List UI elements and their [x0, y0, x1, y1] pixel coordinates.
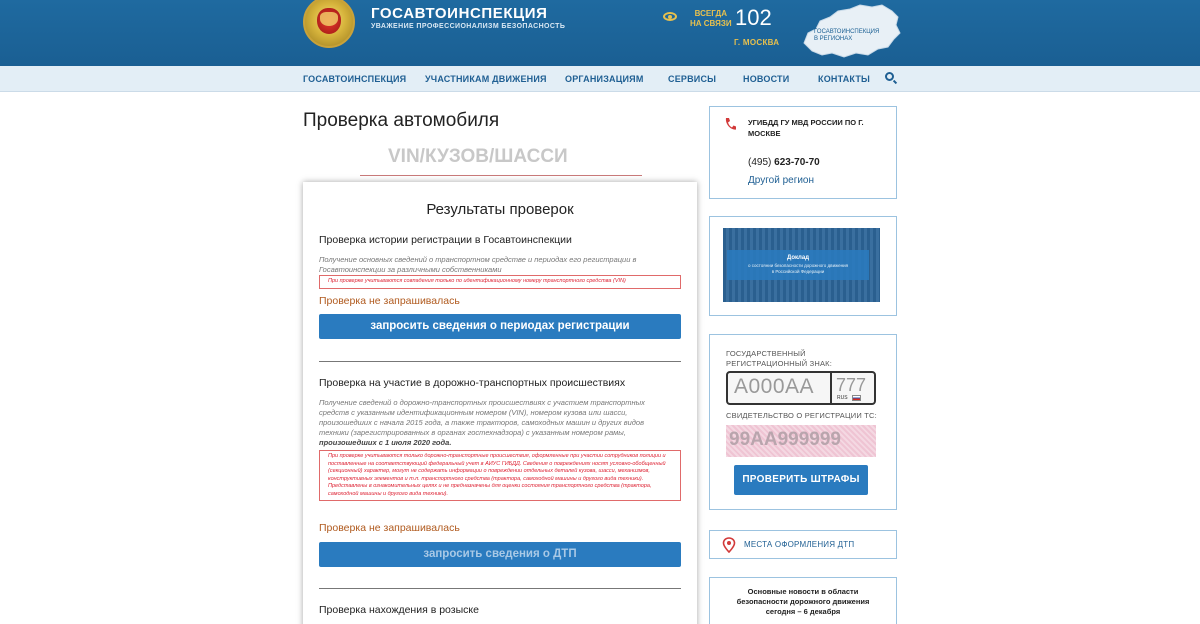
- city-label[interactable]: Г. МОСКВА: [734, 38, 780, 47]
- brand-subtitle: УВАЖЕНИЕ ПРОФЕССИОНАЛИЗМ БЕЗОПАСНОСТЬ: [371, 23, 566, 30]
- request-accident-info-button[interactable]: запросить сведения о ДТП: [319, 542, 681, 567]
- map-pin-icon: [722, 537, 736, 553]
- other-region-link[interactable]: Другой регион: [748, 175, 815, 186]
- nav-item-traffic-participants[interactable]: УЧАСТНИКАМ ДВИЖЕНИЯ: [425, 74, 547, 84]
- section-divider: [319, 361, 681, 362]
- wanted-check-title: Проверка нахождения в розыске: [319, 604, 479, 616]
- regions-map-label[interactable]: ГОСАВТОИНСПЕКЦИЯ В РЕГИОНАХ: [814, 29, 880, 42]
- accident-check-title: Проверка на участие в дорожно-транспортных происшествиях: [319, 377, 626, 389]
- news-title[interactable]: Основные новости в области безопасности дорожного движения сегодня – 6 декабря: [736, 587, 870, 616]
- nav-item-gosavtoinspekciya[interactable]: ГОСАВТОИНСПЕКЦИЯ: [303, 74, 407, 84]
- plate-label: ГОСУДАРСТВЕННЫЙ РЕГИСТРАЦИОННЫЙ ЗНАК:: [726, 349, 833, 368]
- contact-phone[interactable]: (495) 623-70-70: [748, 157, 820, 168]
- russia-flag-icon: [852, 395, 861, 401]
- report-banner-title: Доклад: [786, 255, 810, 261]
- registration-history-description: Получение основных сведений о транспортном средстве и периодах его регистрации в Госавтоинспекции за различными собственниками: [319, 255, 637, 274]
- plate-region-field[interactable]: 777: [836, 375, 867, 395]
- gibdd-emblem-icon[interactable]: [303, 0, 355, 48]
- plate-input[interactable]: [726, 371, 876, 405]
- nav-item-news[interactable]: НОВОСТИ: [743, 74, 790, 84]
- plate-rus-label: RUS: [837, 395, 848, 401]
- brand-title[interactable]: ГОСАВТОИНСПЕКЦИЯ: [371, 5, 548, 22]
- accident-check-status: Проверка не запрашивалась: [319, 522, 460, 534]
- request-registration-periods-button[interactable]: запросить сведения о периодах регистрации: [319, 314, 681, 339]
- accident-places-box[interactable]: [709, 530, 897, 559]
- results-panel: [303, 182, 697, 624]
- always-on-line-label: ВСЕГДА НА СВЯЗИ: [690, 9, 732, 28]
- accident-check-warning: При проверке учитываются только дорожно-транспортные происшествия, оформленные при участии сотрудников полиции и поставленные на соответствующий федеральный учет в АИУС ГИБДД. Сведения о повреждениях носят условно-обобщенный (секционный) характер, могут не содержать информации о повреждении отдельных деталей кузова, шасси, механизмов, конструктивных элементов и т.п. транспортного средства (трактора, самоходной машины и другого вида техники). Представлены в ознакомительных целях и не предназначены для оценки состояния транспортного средства (трактора, самоходной машины и другого вида техники).: [319, 450, 681, 501]
- cert-input[interactable]: [726, 425, 876, 457]
- results-title: Результаты проверок: [426, 201, 574, 218]
- news-box: [709, 577, 897, 624]
- fines-check-box: [709, 334, 897, 510]
- check-fines-button[interactable]: ПРОВЕРИТЬ ШТРАФЫ: [734, 465, 868, 495]
- plate-number-field[interactable]: А000АА: [734, 375, 815, 398]
- report-banner-subtitle: о состоянии безопасности дорожного движения в Российской Федерации: [747, 263, 849, 274]
- phone-icon: [724, 117, 736, 131]
- eye-icon[interactable]: [663, 12, 677, 21]
- site-header: [0, 0, 1200, 66]
- nav-item-organizations[interactable]: ОРГАНИЗАЦИЯМ: [565, 74, 644, 84]
- hotline-number[interactable]: 102: [735, 5, 772, 30]
- report-banner[interactable]: [723, 228, 880, 302]
- nav-item-contacts[interactable]: КОНТАКТЫ: [818, 74, 871, 84]
- registration-history-status: Проверка не запрашивалась: [319, 295, 460, 307]
- accident-check-description: Получение сведений о дорожно-транспортных происшествиях с участием транспортных средств с указанным идентификационным номером (VIN), номером кузова или шасси, произошедших с начала 2015 года, а также тракторов, самоходных машин и других видов техники (зарегистрированных в органах гостехнадзора) с указанным номером рамы, произошедших с 1 июля 2020 года.: [319, 398, 645, 447]
- report-banner-box: [709, 216, 897, 316]
- accident-places-link[interactable]: МЕСТА ОФОРМЛЕНИЯ ДТП: [744, 540, 855, 549]
- search-icon[interactable]: [885, 72, 894, 81]
- registration-history-warning: При проверке учитываются совпадения только по идентификационному номеру транспортного средства (VIN): [319, 275, 681, 289]
- registration-history-title: Проверка истории регистрации в Госавтоинспекции: [319, 234, 572, 246]
- contact-organization: УГИБДД ГУ МВД РОССИИ ПО Г. МОСКВЕ: [748, 118, 864, 138]
- plate-separator: [830, 373, 832, 403]
- main-nav: [0, 66, 1200, 92]
- contact-box: [709, 106, 897, 199]
- tab-underline: [360, 175, 642, 176]
- section-divider: [319, 588, 681, 589]
- nav-item-services[interactable]: СЕРВИСЫ: [668, 74, 717, 84]
- page-title: Проверка автомобиля: [303, 110, 500, 131]
- tab-vin-body-chassis[interactable]: VIN/КУЗОВ/ШАССИ: [388, 146, 568, 167]
- cert-label: СВИДЕТЕЛЬСТВО О РЕГИСТРАЦИИ ТС:: [726, 411, 877, 420]
- cert-number-field[interactable]: 99АА999999: [729, 429, 841, 450]
